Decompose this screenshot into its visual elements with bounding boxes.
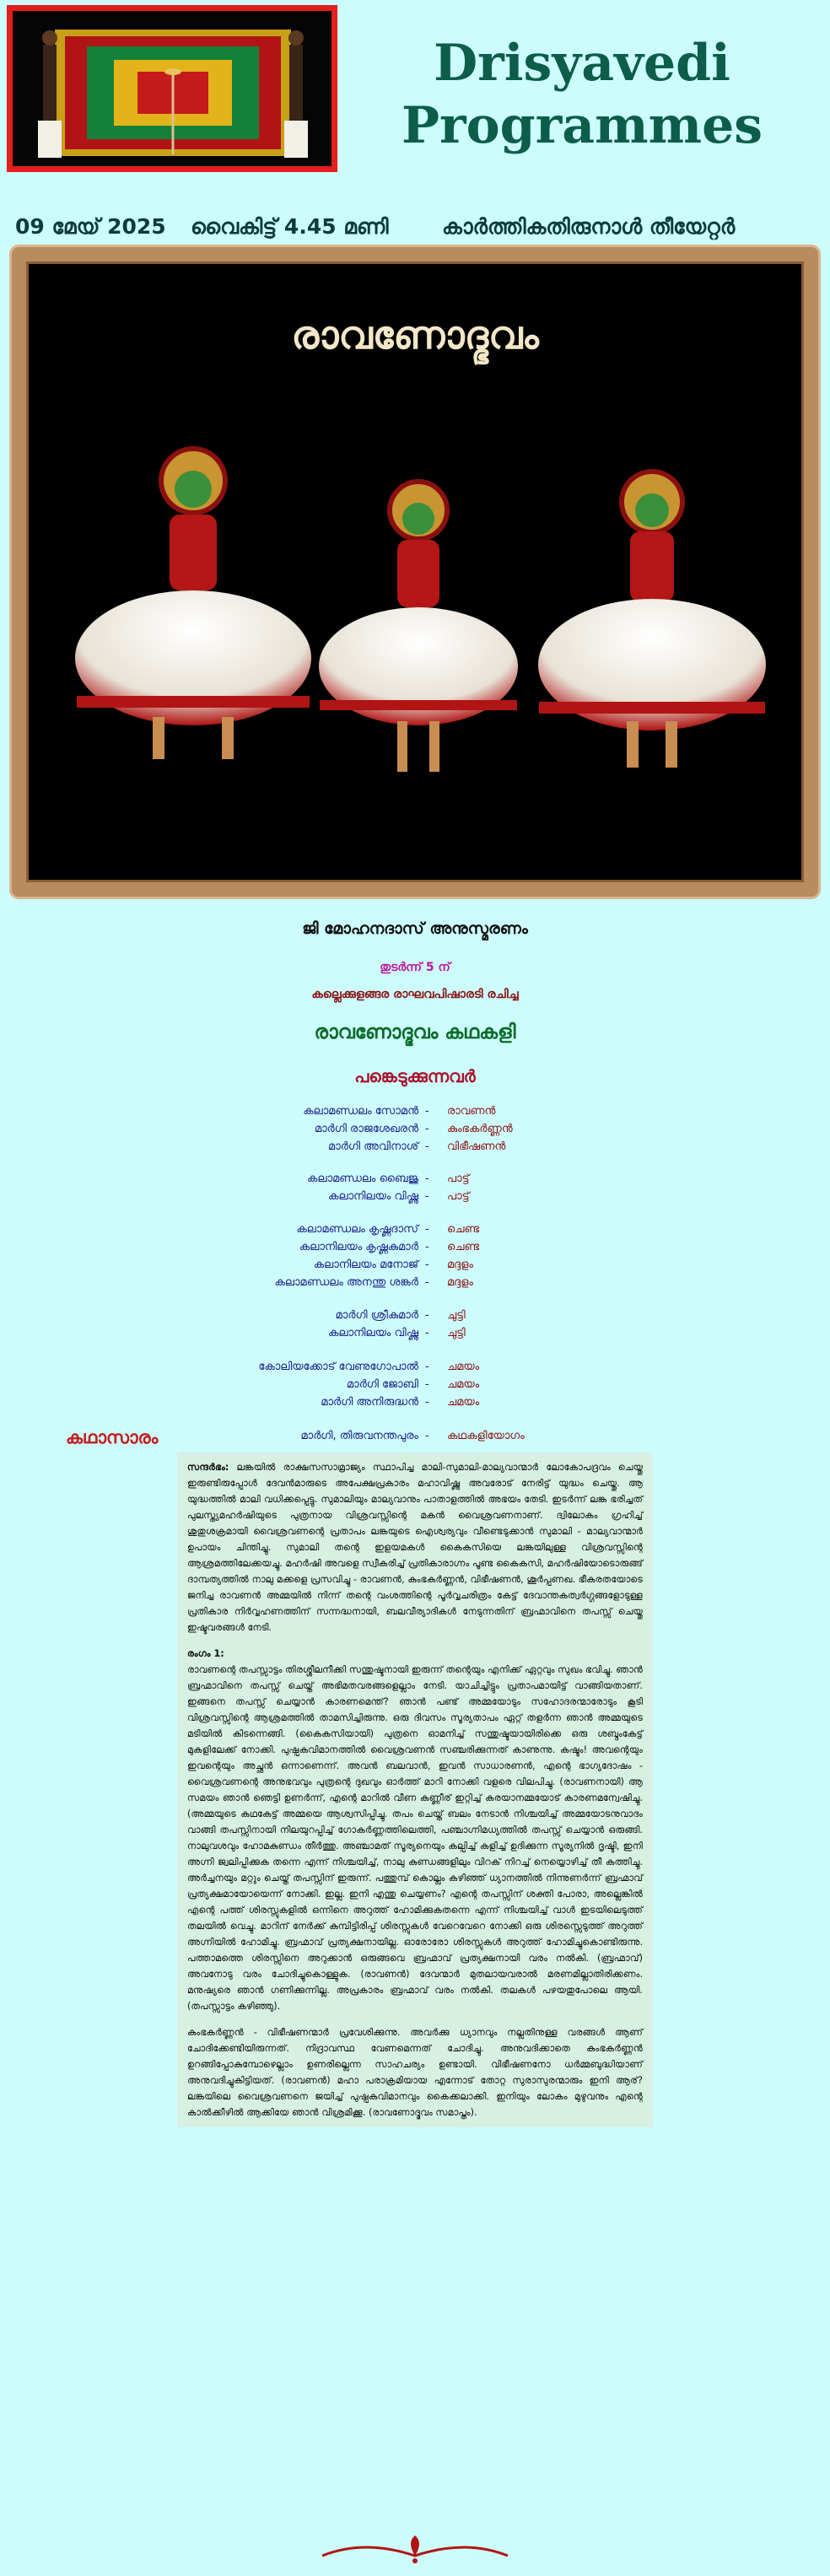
event-date: 09 മേയ് 2025 [15, 214, 166, 239]
credit-role: മദ്ദളം [447, 1276, 473, 1289]
credit-role: ചമയം [447, 1396, 480, 1409]
credit-role: പാട്ട് [447, 1190, 470, 1203]
kathakali-curtain-image [13, 11, 331, 166]
credit-name: കലാനിലയം വിഷ്ണു [328, 1327, 418, 1339]
credit-role: മദ്ദളം [447, 1258, 473, 1271]
site-title-line1: Drisyavedi [434, 34, 730, 93]
credit-row: മാർഗി അനിരുദ്ധൻ - ചമയം [321, 1396, 480, 1409]
credit-name: മാർഗി അനിരുദ്ധൻ [321, 1396, 418, 1409]
credit-role: കഥകളിയോഗം [447, 1430, 525, 1442]
site-title [354, 32, 810, 157]
synopsis-context [187, 1459, 643, 1636]
credit-name: കലാമണ്ഡലം സോമൻ [303, 1105, 418, 1118]
header-banner-image [7, 5, 337, 172]
credit-row: കലാനിലയം വിഷ്ണു - പാട്ട് [328, 1190, 470, 1203]
credit-row: മാർഗി, തിരുവനന്തപുരം - കഥകളിയോഗം [300, 1430, 525, 1442]
credit-row: മാർഗി രാജശേഖരൻ - കുംഭകർണ്ണൻ [314, 1123, 513, 1135]
footer-ornament [314, 2530, 516, 2568]
credit-row: കോലിയക്കോട് വേണുഗോപാൽ - ചമയം [258, 1361, 480, 1373]
scene-text: രാവണന്റെ തപസ്സാട്ടം തിരശ്ശീലനീക്കി സന്തുഷ്ടനായി ഇരുന്ന് തന്റെയും എനിക്ക് ഏറ്റവും സുഖം ഭവിച്ചു. ഞാൻ ബ്രഹ്മാവിനെ തപസ്സ് ചെയ്ത് അഭിമതവരങ്ങളെല്ലാം നേടി. യാചിച്ചിട്ടും പ്രതാപമായിട്ട് വാങ്ങിയതാണ്. ഇങ്ങനെ തപസ്സ് ചെയ്യാൻ കാരണമെന്ത്? ഞാൻ പണ്ട് അമ്മയോടും സഹോദരന്മാരോടും കൂടി വിശ്രവസ്സിന്റെ ആശ്രമത്തിൽ താമസിച്ചിരുന്നു. ഒരു ദിവസം സൂര്യതാപം ഏറ്റ് തളർന്ന ഞാൻ അമ്മയുടെ മടിയിൽ കിടന്നെങ്ങി. (കൈകസിയായി) പുത്രനെ ഓമനിച്ച് സന്തുഷ്ടയായിരിക്കെ ഒരു ശബ്ദംകേട്ട് മുകളിലേക്ക് നോക്കി. പുഷ്പകവിമാനത്തിൽ വൈശ്രവണൻ സഞ്ചരിക്കുന്നത് കാണുന്നു. കഷ്ടം! അവന്റെയും ഇവന്റെയും അച്ഛൻ ഒന്നാണെന്ന്. അവൻ ബലവാൻ, ഇവൻ സാധാരണൻ, എന്റെ ഭാഗ്യദോഷം - വൈശ്രവണന്റെ അനുഭവവും പുത്രന്റെ ദുഖവും ഓർത്ത് മാറി നോക്കി വളരെ വിലപിച്ചു. (രാവണനായി) ആ സമയം ഞാൻ ഞെട്ടി ഉണർന്ന്, എന്റെ മാറിൽ വീണ കണ്ണീര് ഇറ്റിച്ച് കരയാനമ്മയോട് കാരണമന്വേഷിച്ചു. (അമ്മയുടെ കഥകേട്ട് അമ്മയെ ആശ്വസിപ്പിച്ചു. തപം ചെയ്ത് ബലം നേടാൻ നിശ്ചയിച്ച് അമ്മയോടനുവാദം വാങ്ങി തപസ്സിനായി നിലയുറപ്പിച്ച് ഗോകർണ്ണത്തിലെത്തി, പഞ്ചാഗ്നിമധ്യത്തിൽ തപസ്സ് ചെയ്യാൻ ഒരുങ്ങി. നാലുവശവും ഹോമകുണ്ഡം തീർത്തു. അഞ്ചാമത് സൂര്യനെയും കല്പിച്ച് കളിച്ച് ഉദിക്കുന്ന സൂര്യനിൽ ദൃഷ്ടി, ഇനി അഗ്നി ജ്വലിപ്പിക്കുക തന്നെ എന്ന് നിശ്ചയിച്ച്, നാലു കുണ്ഡങ്ങളിലും വിറക് നിറച്ച് നെയ്യൊഴിച്ച് തീ കത്തിച്ചു. അർച്ചനയും മറ്റും ചെയ്ത് തപസ്സിന് ഇരുന്ന്. പത്തുമ്പ് കൊല്ലം കഴിഞ്ഞ് ധ്യാനത്തിൽ നിന്നുണർന്ന് ബ്രഹ്മാവ് പ്രത്യക്ഷമായോയെന്ന് നോക്കി. ഇല്ല. ഇനി എന്തു ചെയ്യണം? എന്റെ തപസ്സിന് ശക്തി പോരാ, അല്ലെങ്കിൽ എന്റെ പത്ത് ശിരസ്സുകളിൽ ഒന്നിനെ അറുത്ത് ഹോമിക്കുകതന്നെ എന്ന് നിശ്ചയിച്ച് വാൾ ഇടയിലെടുത്ത് തലയിൽ വെച്ചു. മാറിന് നേർക്ക് കുമ്പിട്ടിരിപ്പ് ശിരസ്സുകൾ വേറെവേറെ നോക്കി ഒരു ശിരസ്സെടുത്ത് അറുത്ത് അഗ്നിയിൽ ഹോമിച്ചു. ബ്രഹ്മാവ് പ്രത്യക്ഷനായില്ല. ഓരോരോ ശിരസ്സുകൾ അറുത്ത് ഹോമിച്ചുകൊണ്ടിരുന്നു. പത്താമത്തെ ശിരസ്സിനെ അറുക്കാൻ ഒരുങ്ങവെ ബ്രഹ്മാവ് പ്രത്യക്ഷനായി വരം നൽകി. (ബ്രഹ്മാവ്) അവനോടു വരം ചോദിച്ചുകൊള്ളുക. (രാവണൻ) ദേവന്മാർ മുതലായവരാൽ മരണമില്ലാതിരിക്കണം. മനുഷ്യരെ ഞാൻ ഗണിക്കുന്നില്ല. അപ്രകാരം ബ്രഹ്മാവ് വരം നൽകി. തലകൾ പഴയതുപോലെ ആയി. (തപസ്സാട്ടം കഴിഞ്ഞു). [187, 1664, 643, 2012]
credit-row: മാർഗി അവിനാശ് - വിഭീഷണൻ [328, 1140, 506, 1153]
credit-row: കലാമണ്ഡലം അനന്തു ശങ്കർ - മദ്ദളം [274, 1276, 473, 1289]
credit-role: ചുട്ടി [447, 1309, 466, 1322]
credit-role: വിഭീഷണൻ [447, 1140, 506, 1153]
author-line: കല്ലെക്കുളങ്ങര രാഘവപിഷാരടി രചിച്ച [311, 988, 519, 1001]
credit-role: ചമയം [447, 1361, 480, 1373]
scene-label: രംഗം 1: [187, 1648, 224, 1659]
closing-text: കുംഭകർണ്ണൻ - വിഭീഷണന്മാർ പ്രവേശിക്കുന്നു. അവർക്കു ധ്യാനവും നല്ലതിനുള്ള വരങ്ങൾ ആണ് ചോദിക്കേണ്ടിയിരുന്നത്. നിദ്രാവസ്ഥ വേണമെന്നത് ചോദിച്ചു. അനുവദിക്കാതെ കുംഭകർണ്ണൻ ഉറങ്ങിപ്പോകുമ്പോഴെല്ലാം ഉണരില്ലെന്ന സാഹചര്യം ഉണ്ടായി. വിഭീഷണനോ ധർമ്മബുദ്ധിയാണ് അനുവദിച്ചുകിട്ടിയത്. (രാവണൻ) മഹാ പരാക്രമിയായ എന്നോട് തോറ്റ സുരാസുരന്മാരും ഇനി ആര്? ലങ്കയിലെ വൈശ്രവണനെ ജയിച്ച് പുഷ്പകവിമാനവും കൈക്കലാക്കി. ഇനിയും ലോകം മുഴുവനും എന്റെ കാൽക്കീഴിൽ ആക്കിയേ ഞാൻ വിശ്രമിക്കൂ. (രാവണോദ്ഭവം സമാപ്തം). [187, 2027, 643, 2118]
credit-name: കോലിയക്കോട് വേണുഗോപാൽ [258, 1361, 418, 1373]
credit-name: മാർഗി ജോബി [346, 1378, 418, 1391]
credit-row: കലാമണ്ഡലം സോമൻ - രാവണൻ [303, 1105, 496, 1118]
kathakali-performers-image [26, 261, 804, 882]
credit-name: മാർഗി ശ്രീകുമാർ [335, 1309, 418, 1322]
play-title: രാവണോദ്ഭവം കഥകളി [314, 1021, 516, 1043]
credit-row: കലാനിലയം കൃഷ്ണകുമാർ - ചെണ്ട [299, 1241, 480, 1253]
credit-name: കലാമണ്ഡലം കൃഷ്ണദാസ് [296, 1223, 418, 1236]
event-time: വൈകിട്ട് 4.45 മണി [191, 214, 389, 239]
credit-row: കലാനിലയം വിഷ്ണു - ചുട്ടി [328, 1327, 466, 1339]
credit-row: കലാമണ്ഡലം കൃഷ്ണദാസ് - ചെണ്ട [296, 1223, 480, 1236]
poster-title: രാവണോദ്ഭവം [291, 312, 539, 358]
performer-left [75, 449, 311, 759]
performer-center [319, 482, 518, 772]
context-label: സന്ദർഭം: [187, 1462, 229, 1473]
credit-role: പാട്ട് [447, 1172, 470, 1185]
credit-name: മാർഗി, തിരുവനന്തപുരം [300, 1430, 418, 1442]
credit-row: മാർഗി ശ്രീകുമാർ - ചുട്ടി [335, 1309, 466, 1322]
credit-role: ചെണ്ട [447, 1241, 480, 1253]
participants-heading: പങ്കെടുക്കുന്നവർ [354, 1066, 476, 1086]
credit-row: കലാനിലയം മനോജ് - മദ്ദളം [313, 1258, 473, 1271]
performer-right [538, 472, 766, 768]
credit-role: കുംഭകർണ്ണൻ [447, 1123, 513, 1135]
credit-name: മാർഗി രാജശേഖരൻ [314, 1123, 418, 1135]
credit-name: കലാമണ്ഡലം അനന്തു ശങ്കർ [274, 1276, 418, 1289]
credit-role: ചെണ്ട [447, 1223, 480, 1236]
credit-row: മാർഗി ജോബി - ചമയം [346, 1378, 480, 1391]
credit-name: കലാനിലയം മനോജ് [313, 1258, 418, 1271]
context-text: ലങ്കയിൽ രാക്ഷസസാമ്രാജ്യം സ്ഥാപിച്ച മാലി-സുമാലി-മാല്യവാന്മാർ ലോകോപദ്രവം ചെയ്തു ഇരുണ്ടിരുപ്പോൾ ദേവൻമാരുടെ അപേക്ഷപ്രകാരം മഹാവിഷ്ണു അവരോട് നേരിട്ട് യുദ്ധം ചെയ്തു. ആ യുദ്ധത്തിൽ മാലി വധിക്കപ്പെട്ടു. സുമാലിയും മാല്യവാനും പാതാളത്തിൽ അഭയം തേടി. ഇടർന്ന് ലങ്ക ഭരിച്ചത് പുലസ്ത്യമഹർഷിയുടെ പുത്രനായ വിശ്രവസ്സിന്റെ മകൻ വൈശ്രവണനാണ്. ദ്വിലോകം ഗ്രഹിച്ച് ശുതുശക്രമായി വൈശ്രവണന്റെ പ്രതാപം ലങ്കയുടെ ഐശ്വര്യവും വീണ്ടെടുക്കാൻ സുമാലി - മാല്യവാന്മാർ ഉപായം ചിന്തിച്ചു. സുമാലി തന്റെ ഇളയമകൾ കൈകസിയെ ലങ്കയിലുള്ള വിശ്രവസ്സിന്റെ ആശ്രമത്തിലേക്കയച്ചു. മഹർഷി അവളെ സ്വീകരിച്ച് പ്രതികാരാഗ്നം പൂണ്ട കൈകസി, മഹർഷിയോടൊരുങ്ങ് ദാമ്പത്യത്തിൽ നാലു മക്കളെ പ്രസവിച്ചു - രാവണൻ, കുംഭകർണ്ണൻ, വിഭീഷണൻ, ശൂർപ്പണഖ. ഭീകരതയോടെ ജനിച്ച രാവണൻ അമ്മയിൽ നിന്ന് തന്റെ വംശത്തിന്റെ പൂർവ്വചരിത്രം കേട്ട് ദേവാന്തകത്വർഗ്ഗങ്ങളോടുള്ള പ്രതികാര നിർവ്വഹണത്തിന് സന്നദ്ധനായി, ബലവീര്യാദികൾ നേടുന്നതിന് ബ്രഹ്മാവിനെ തപസ്സ് ചെയ്തു ഇഷ്ടവരങ്ങൾ നേടി. [187, 1462, 644, 1633]
credit-name: കലാനിലയം വിഷ്ണു [328, 1190, 418, 1203]
synopsis-heading: കഥാസാരം [66, 1427, 159, 1447]
credit-role: രാവണൻ [447, 1105, 496, 1118]
credit-name: മാർഗി അവിനാശ് [328, 1140, 418, 1153]
synopsis-box [177, 1452, 653, 2127]
credit-name: കലാനിലയം കൃഷ്ണകുമാർ [299, 1241, 418, 1253]
event-poster [12, 247, 818, 897]
memorial-title: ജി മോഹനദാസ് അനുസ്മരണം [302, 919, 528, 938]
credit-row: കലാമണ്ഡലം ബൈജു - പാട്ട് [307, 1172, 470, 1185]
event-venue: കാർത്തികതിരുനാൾ തീയേറ്റർ [442, 214, 736, 239]
followup-text: തുടർന്ന് 5 ന് [380, 961, 450, 974]
credit-role: ചമയം [447, 1378, 480, 1391]
credit-role: ചുട്ടി [447, 1327, 466, 1339]
credit-name: കലാമണ്ഡലം ബൈജു [307, 1172, 418, 1185]
site-title-line2: Programmes [401, 96, 763, 155]
